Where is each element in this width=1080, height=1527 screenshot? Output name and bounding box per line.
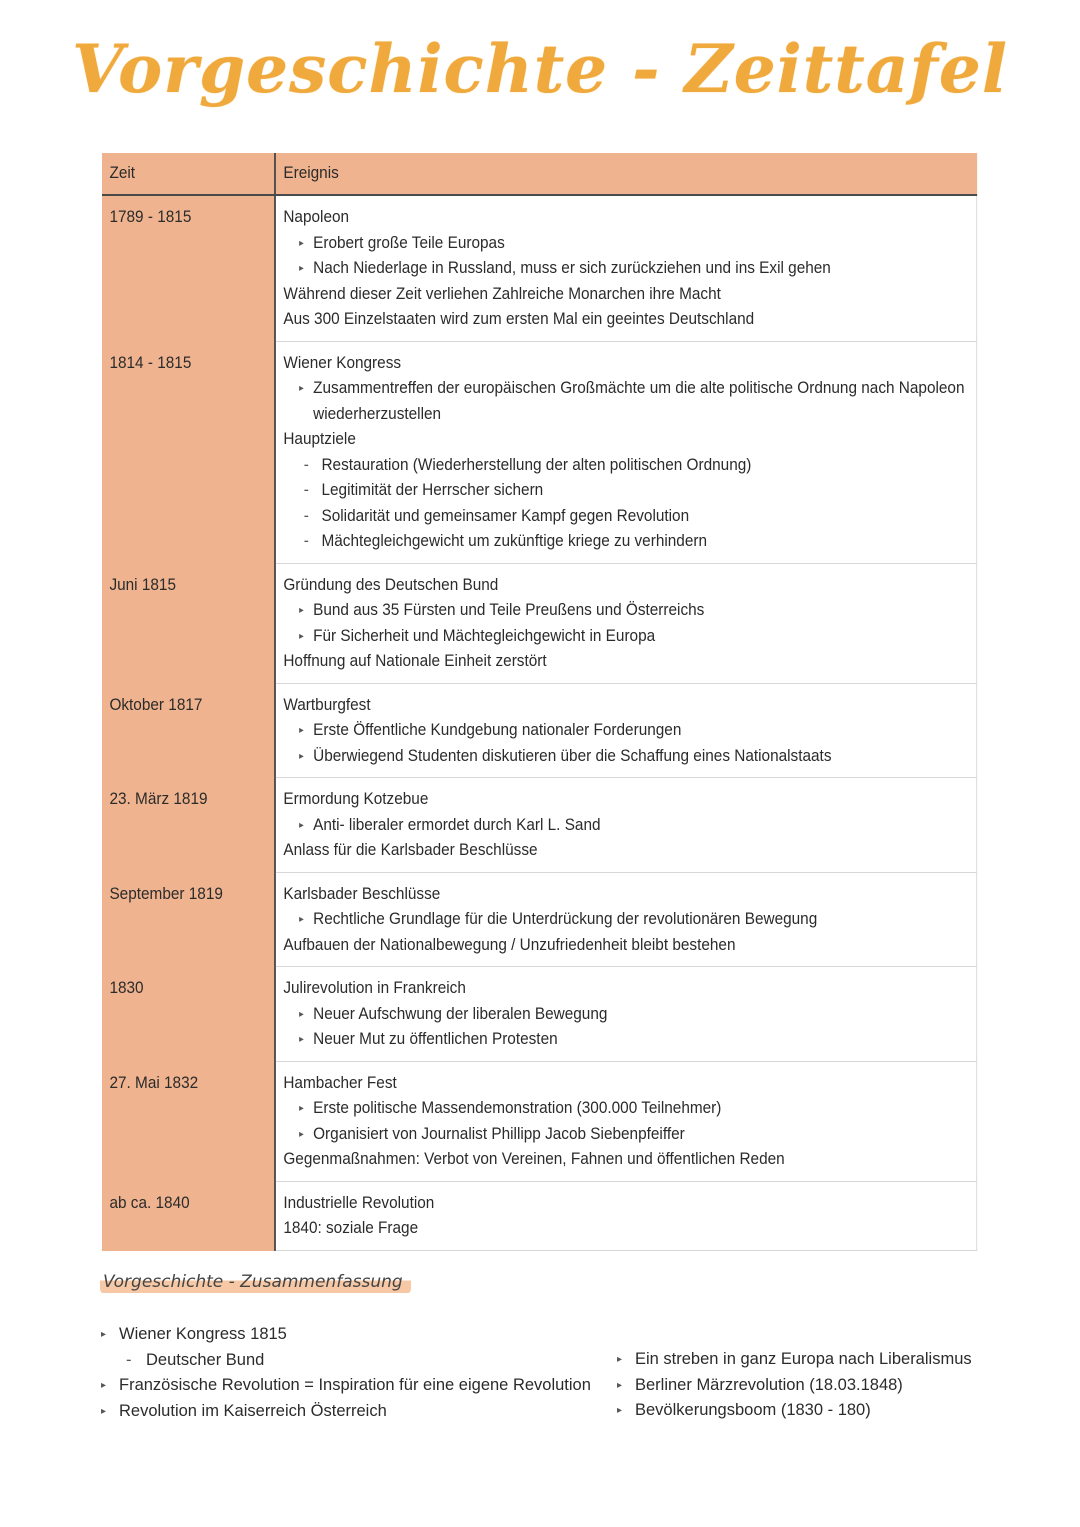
table-row — [102, 778, 977, 873]
table-row — [102, 1061, 977, 1181]
bullet-text: Solidarität und gemeinsamer Kampf gegen Revolution — [321, 506, 690, 525]
bullet-text: Mächtegleichgewicht um zukünftige kriege zu verhindern — [321, 532, 708, 550]
event-line: Wartburgfest — [283, 695, 371, 714]
table-body — [102, 195, 977, 1250]
event-bullet — [283, 1122, 968, 1148]
event-bullet — [283, 256, 968, 282]
event-bullet — [283, 1002, 968, 1028]
row-time: 23. März 1819 — [102, 778, 275, 873]
event-bullet — [283, 231, 968, 257]
summary-item: ▸ Wiener Kongress 1815 — [101, 1322, 591, 1348]
row-event — [275, 1181, 977, 1250]
event-line: Während dieser Zeit verliehen Zahlreiche Monarchen ihre Macht — [283, 284, 721, 303]
event-line: Wiener Kongress — [283, 353, 402, 372]
row-event — [275, 563, 977, 683]
bullet-text: Für Sicherheit und Mächtegleichgewicht in Europa — [313, 626, 656, 645]
row-time: 27. Mai 1832 — [102, 1061, 275, 1181]
summary-right-list — [617, 1347, 972, 1424]
event-line: Ermordung Kotzebue — [283, 790, 429, 808]
event-line: Napoleon — [283, 208, 350, 226]
row-event — [275, 778, 977, 873]
event-line: Industrielle Revolution — [283, 1193, 435, 1212]
row-time: 1789 - 1815 — [102, 195, 275, 341]
event-line: 1840: soziale Frage — [283, 1219, 419, 1237]
summary-item: ▸ Bevölkerungsboom (1830 - 180) — [617, 1398, 972, 1424]
table-row — [102, 341, 977, 563]
table-row — [102, 1181, 977, 1250]
bullet-text: Neuer Aufschwung der liberalen Bewegung — [313, 1004, 608, 1023]
bullet-text: Restauration (Wiederherstellung der alten politischen Ordnung) — [321, 455, 752, 474]
summary-item: ▸ Ein streben in ganz Europa nach Liberalismus — [617, 1347, 972, 1373]
table-row — [102, 195, 977, 341]
bullet-text: Erste politische Massendemonstration (300.000 Teilnehmer) — [313, 1099, 722, 1117]
table-row — [102, 563, 977, 683]
bullet-text: Überwiegend Studenten diskutieren über die Schaffung eines Nationalstaats — [313, 746, 832, 765]
event-bullet — [283, 1096, 968, 1122]
timeline-table — [102, 153, 977, 1251]
bullet-text: Legitimität der Herrscher sichern — [321, 481, 544, 499]
event-bullet — [283, 624, 968, 650]
event-line: Karlsbader Beschlüsse — [283, 884, 441, 903]
header-event: Ereignis — [275, 153, 977, 195]
row-event — [275, 683, 977, 778]
bullet-text: Zusammentreffen der europäischen Großmächte um die alte politische Ordnung nach Napoleon wiederherzustellen — [313, 379, 965, 423]
bullet-text: Erste Öffentliche Kundgebung nationaler Forderungen — [313, 721, 682, 739]
event-bullet — [283, 744, 968, 770]
row-time: Oktober 1817 — [102, 683, 275, 778]
summary-title: Vorgeschichte - Zusammenfassung — [100, 1272, 411, 1296]
event-line: Hoffnung auf Nationale Einheit zerstört — [283, 652, 547, 670]
event-line: Gegenmaßnahmen: Verbot von Vereinen, Fahnen und öffentlichen Reden — [283, 1150, 785, 1168]
header-time: Zeit — [102, 153, 275, 195]
row-event — [275, 341, 977, 563]
table-header-row — [102, 153, 977, 195]
summary-item: ▸ Revolution im Kaiserreich Österreich — [101, 1399, 591, 1425]
event-line: Hauptziele — [283, 430, 356, 448]
summary-subitem: - Deutscher Bund — [101, 1348, 591, 1374]
event-bullet — [283, 598, 968, 624]
row-event — [275, 195, 977, 341]
summary-item: ▸ Französische Revolution = Inspiration für eine eigene Revolution — [101, 1373, 591, 1399]
event-line: Anlass für die Karlsbader Beschlüsse — [283, 841, 538, 859]
event-line: Gründung des Deutschen Bund — [283, 575, 499, 594]
table-row — [102, 683, 977, 778]
row-event — [275, 967, 977, 1062]
row-time: 1814 - 1815 — [102, 341, 275, 563]
event-bullet — [283, 1027, 968, 1053]
table-row — [102, 872, 977, 967]
event-subpoint — [283, 453, 968, 479]
event-bullet — [283, 376, 968, 427]
row-time: 1830 — [102, 967, 275, 1062]
bullet-text: Bund aus 35 Fürsten und Teile Preußens und Österreichs — [313, 601, 705, 619]
row-event — [275, 872, 977, 967]
event-bullet — [283, 907, 968, 933]
summary-left-list — [101, 1322, 591, 1424]
event-line: Aufbauen der Nationalbewegung / Unzufriedenheit bleibt bestehen — [283, 935, 736, 954]
event-line: Julirevolution in Frankreich — [283, 979, 466, 997]
bullet-text: Nach Niederlage in Russland, muss er sich zurückziehen und ins Exil gehen — [313, 259, 831, 277]
event-line: Aus 300 Einzelstaaten wird zum ersten Mal ein geeintes Deutschland — [283, 310, 755, 328]
event-line: Hambacher Fest — [283, 1073, 397, 1092]
bullet-text: Neuer Mut zu öffentlichen Protesten — [313, 1030, 558, 1048]
bullet-text: Rechtliche Grundlage für die Unterdrückung der revolutionären Bewegung — [313, 910, 818, 928]
event-subpoint — [283, 529, 968, 555]
row-time: September 1819 — [102, 872, 275, 967]
summary-item: ▸ Berliner Märzrevolution (18.03.1848) — [617, 1373, 972, 1399]
bullet-text: Erobert große Teile Europas — [313, 233, 505, 252]
event-bullet — [283, 718, 968, 744]
event-subpoint — [283, 478, 968, 504]
event-bullet — [283, 813, 968, 839]
row-event — [275, 1061, 977, 1181]
table-row — [102, 967, 977, 1062]
row-time: ab ca. 1840 — [102, 1181, 275, 1250]
row-time: Juni 1815 — [102, 563, 275, 683]
bullet-text: Organisiert von Journalist Phillipp Jacob Siebenpfeiffer — [313, 1124, 685, 1143]
bullet-text: Anti- liberaler ermordet durch Karl L. Sand — [313, 815, 601, 834]
page-title: Vorgeschichte - Zeittafel — [72, 30, 1008, 108]
event-subpoint — [283, 504, 968, 530]
